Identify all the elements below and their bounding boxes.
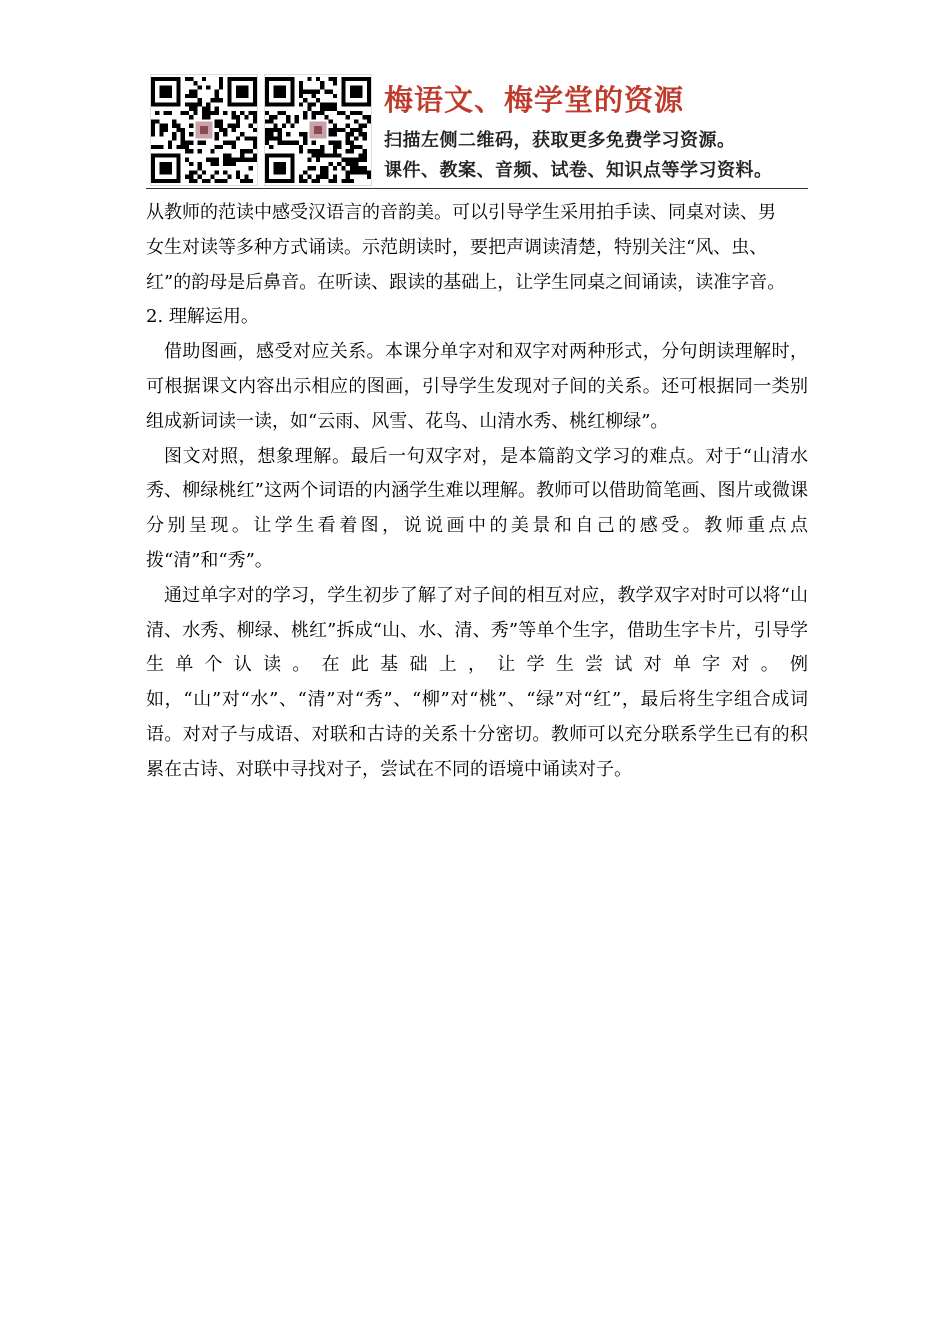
tagline-scan: 扫描左侧二维码，获取更多免费学习资源。 — [384, 130, 736, 151]
qr-code-icon[interactable] — [150, 74, 258, 186]
header-divider — [146, 188, 808, 189]
paragraph-line: 红”的韵母是后鼻音。在听读、跟读的基础上，让学生同桌之间诵读，读准字音。 — [146, 271, 786, 293]
tagline-materials: 课件、教案、音频、试卷、知识点等学习资料。 — [384, 160, 773, 181]
paragraph: 借助图画，感受对应关系。本课分单字对和双字对两种形式，分句朗读理解时，可根据课文内容出示相应的图画，引导学生发现对子间的关系。还可根据同一类别组成新词读一读，如“云雨、风雪、花鸟、山清水秀、桃红柳绿”。 — [146, 341, 808, 432]
paragraph: 通过单字对的学习，学生初步了解了对子间的相互对应，教学双字对时可以将“山清、水秀、柳绿、桃红”拆成“山、水、清、秀”等单个生字，借助生字卡片，引导学生单个认读。在此基础上，让学生尝试对单字对。例如，“山”对“水”、“清”对“秀”、“柳”对“桃”、“绿”对“红”，最后将生字组合成词语。对对子与成语、对联和古诗的关系十分密切。教师可以充分联系学生已有的积累在古诗、对联中寻找对子，尝试在不同的语境中诵读对子。 — [146, 584, 808, 780]
paragraph: 图文对照，想象理解。最后一句双字对，是本篇韵文学习的难点。对于“山清水秀、柳绿桃红”这两个词语的内涵学生难以理解。教师可以借助简笔画、图片或微课分别呈现。让学生看着图，说说画中的美景和自己的感受。教师重点点拨“清”和“秀”。 — [146, 445, 808, 571]
brand-title: 梅语文、梅学堂的资源 — [384, 83, 685, 117]
resource-header — [146, 72, 808, 188]
section-heading: 2. 理解运用。 — [146, 306, 259, 328]
qr-code-icon[interactable] — [264, 74, 372, 186]
paragraph-line: 从教师的范读中感受汉语言的音韵美。可以引导学生采用拍手读、同桌对读、男 — [146, 202, 776, 223]
paragraph-line: 女生对读等多种方式诵读。示范朗读时，要把声调读清楚，特别关注“风、虫、 — [146, 236, 768, 258]
document-body — [146, 196, 808, 788]
